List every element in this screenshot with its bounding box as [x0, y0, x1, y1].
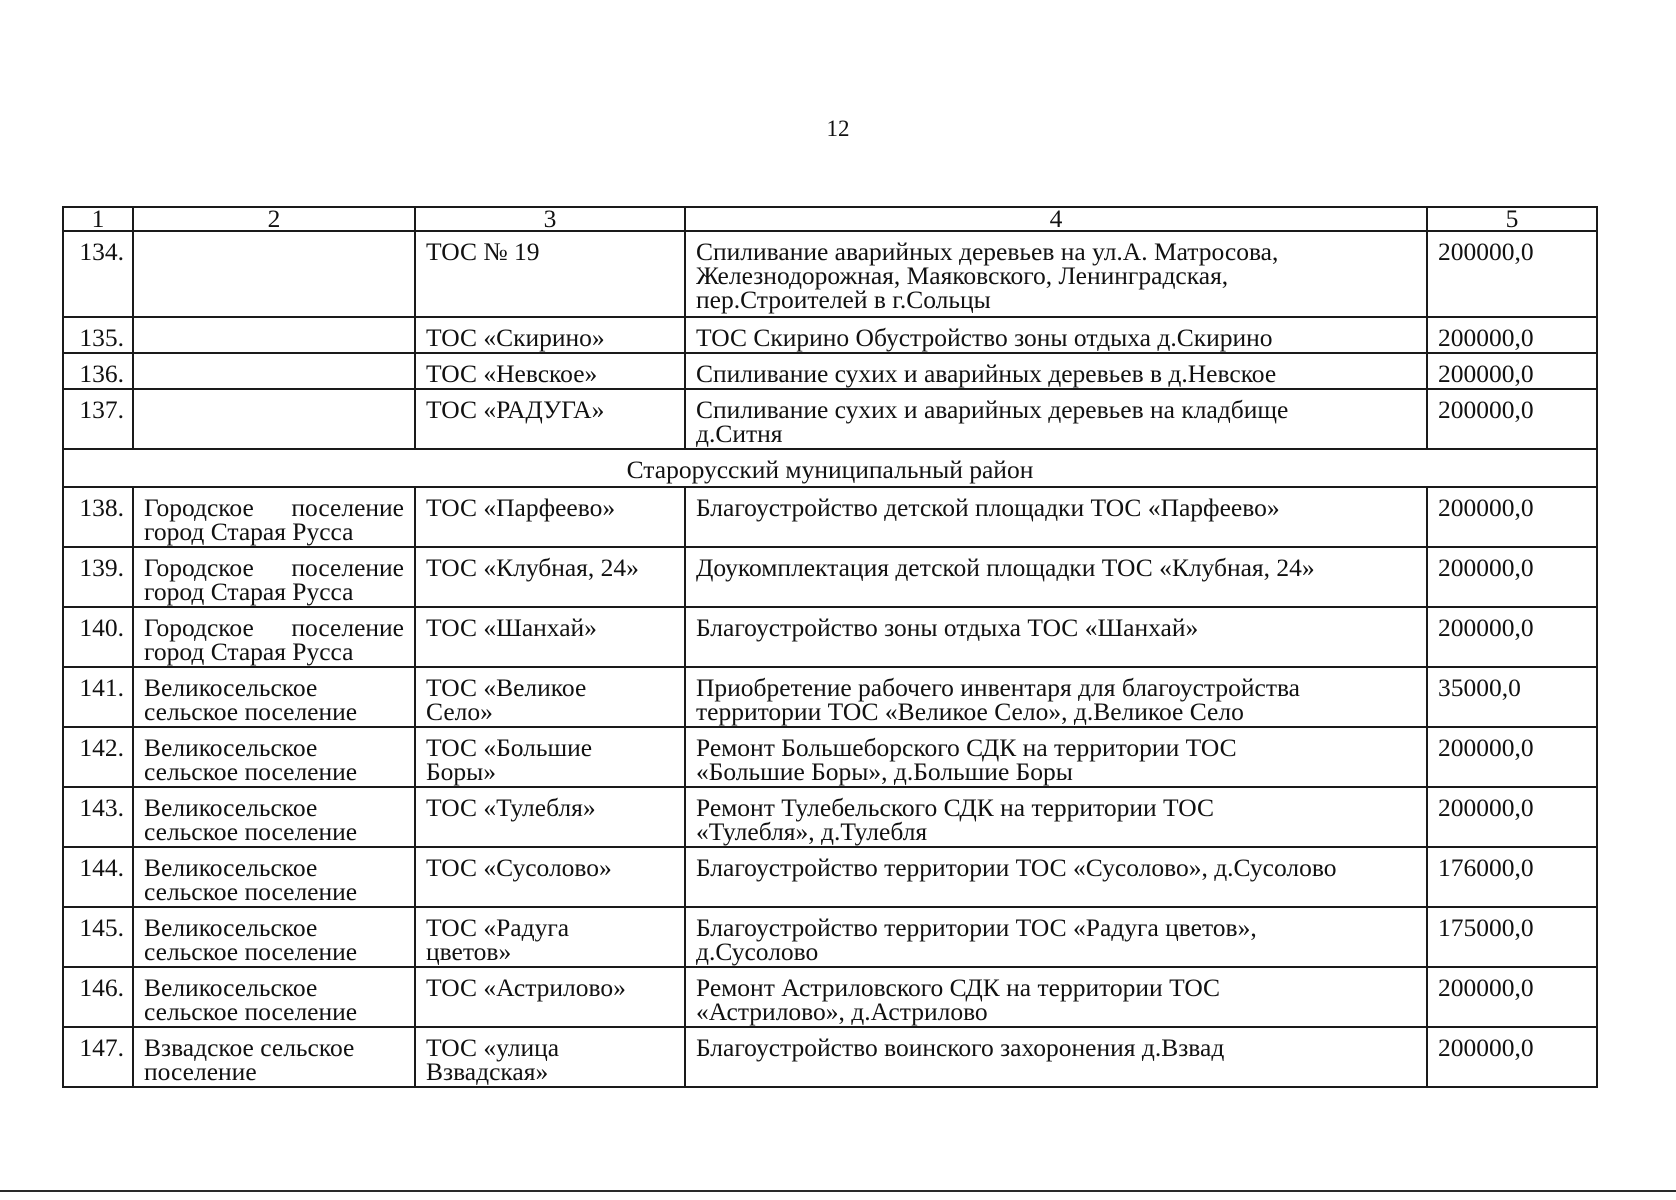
tos-name-cell: [415, 907, 685, 967]
row-number-text: 140.: [79, 613, 124, 642]
tos-name-cell-text: ТОС «Астрилово»: [426, 973, 626, 1002]
tos-name-cell-text: ТОС «Невское»: [426, 359, 598, 388]
row-number: [63, 667, 133, 727]
description-cell-text: Благоустройство территории ТОС «Сусолово», д.Сусолово: [696, 853, 1337, 882]
description-cell-text: Ремонт Большеборского СДК на территории ТОС «Большие Боры», д.Большие Боры: [696, 733, 1237, 786]
description-cell: [685, 967, 1427, 1027]
amount-cell-text: 200000,0: [1438, 237, 1534, 266]
settlement-cell: [133, 907, 415, 967]
amount-cell: [1427, 607, 1597, 667]
tos-name-cell: [415, 967, 685, 1027]
description-cell: [685, 847, 1427, 907]
amount-cell-text: 200000,0: [1438, 733, 1534, 762]
row-number-text: 137.: [79, 395, 124, 424]
tos-name-cell-text: ТОС «Клубная, 24»: [426, 553, 639, 582]
row-number: [63, 727, 133, 787]
amount-cell-text: 200000,0: [1438, 793, 1534, 822]
amount-cell-text: 175000,0: [1438, 913, 1534, 942]
description-cell: [685, 353, 1427, 389]
amount-cell-text: 200000,0: [1438, 1033, 1534, 1062]
settlement-cell: [133, 389, 415, 449]
amount-cell: [1427, 667, 1597, 727]
settlement-cell-text: Великосельское сельское поселение: [144, 793, 358, 846]
settlement-cell: [133, 967, 415, 1027]
tos-name-cell-text: ТОС «Скирино»: [426, 323, 605, 352]
settlement-cell: [133, 667, 415, 727]
settlement-cell: [133, 231, 415, 317]
tos-name-cell-text: ТОС «Шанхай»: [426, 613, 597, 642]
tos-name-cell-text: ТОС «Радуга цветов»: [426, 913, 570, 966]
row-number-text: 145.: [79, 913, 124, 942]
amount-cell-text: 200000,0: [1438, 395, 1534, 424]
amount-cell-text: 35000,0: [1438, 673, 1521, 702]
row-number-text: 143.: [79, 793, 124, 822]
tos-name-cell: [415, 389, 685, 449]
description-cell-text: Спиливание аварийных деревьев на ул.А. Матросова, Железнодорожная, Маяковского, Ленинградская, пер.Строителей в г.Сольцы: [696, 237, 1279, 314]
tos-name-cell-text: ТОС «Большие Боры»: [426, 733, 593, 786]
tos-name-cell: [415, 667, 685, 727]
row-number-text: 139.: [79, 553, 124, 582]
amount-cell: [1427, 967, 1597, 1027]
row-number: [63, 907, 133, 967]
tos-name-cell: [415, 231, 685, 317]
tos-name-cell-text: ТОС № 19: [426, 237, 540, 266]
description-cell-text: Благоустройство детской площадки ТОС «Парфеево»: [696, 493, 1280, 522]
tos-name-cell-text: ТОС «Тулебля»: [426, 793, 596, 822]
data-table: [62, 206, 1598, 1088]
table-row: [63, 1027, 1597, 1087]
amount-cell-text: 200000,0: [1438, 973, 1534, 1002]
settlement-cell: [133, 487, 415, 547]
settlement-cell-text: Великосельское сельское поселение: [144, 733, 358, 786]
tos-name-cell-text: ТОС «улица Взвадская»: [426, 1033, 560, 1086]
table-row: [63, 607, 1597, 667]
settlement-cell-text: Великосельское сельское поселение: [144, 853, 358, 906]
tos-name-cell-text: ТОС «Великое Село»: [426, 673, 587, 726]
description-cell-text: ТОС Скирино Обустройство зоны отдыха д.Скирино: [696, 323, 1273, 352]
amount-cell: [1427, 547, 1597, 607]
description-cell: [685, 607, 1427, 667]
table-row: [63, 667, 1597, 727]
table-row: [63, 727, 1597, 787]
settlement-cell-text: Городское поселение город Старая Русса: [144, 553, 404, 606]
description-cell: [685, 231, 1427, 317]
description-cell: [685, 547, 1427, 607]
amount-cell: [1427, 353, 1597, 389]
table-row: [63, 389, 1597, 449]
tos-name-cell: [415, 607, 685, 667]
amount-cell: [1427, 317, 1597, 353]
column-number-1: 1: [63, 207, 133, 231]
settlement-cell: [133, 847, 415, 907]
row-number-text: 147.: [79, 1033, 124, 1062]
row-number: [63, 787, 133, 847]
settlement-cell: [133, 787, 415, 847]
table-row: [63, 353, 1597, 389]
amount-cell: [1427, 1027, 1597, 1087]
row-number-text: 142.: [79, 733, 124, 762]
row-number: [63, 487, 133, 547]
amount-cell: [1427, 907, 1597, 967]
row-number: [63, 1027, 133, 1087]
description-cell: [685, 1027, 1427, 1087]
settlement-cell: [133, 353, 415, 389]
description-cell-text: Благоустройство зоны отдыха ТОС «Шанхай»: [696, 613, 1199, 642]
column-number-5: 5: [1427, 207, 1597, 231]
amount-cell-text: 200000,0: [1438, 493, 1534, 522]
row-number: [63, 353, 133, 389]
section-title: Старорусский муниципальный район: [63, 449, 1597, 487]
amount-cell: [1427, 847, 1597, 907]
amount-cell: [1427, 487, 1597, 547]
row-number-text: 141.: [79, 673, 124, 702]
row-number: [63, 607, 133, 667]
tos-name-cell-text: ТОС «Сусолово»: [426, 853, 612, 882]
column-number-2: 2: [133, 207, 415, 231]
row-number: [63, 547, 133, 607]
settlement-cell: [133, 1027, 415, 1087]
tos-name-cell: [415, 317, 685, 353]
amount-cell: [1427, 231, 1597, 317]
row-number: [63, 231, 133, 317]
amount-cell-text: 200000,0: [1438, 359, 1534, 388]
description-cell-text: Благоустройство воинского захоронения д.Взвад: [696, 1033, 1225, 1062]
amount-cell-text: 200000,0: [1438, 553, 1534, 582]
tos-name-cell: [415, 487, 685, 547]
tos-name-cell: [415, 787, 685, 847]
settlement-cell: [133, 317, 415, 353]
page-number: 12: [826, 116, 850, 141]
settlement-cell-text: Великосельское сельское поселение: [144, 973, 358, 1026]
table-row: [63, 231, 1597, 317]
row-number: [63, 389, 133, 449]
amount-cell: [1427, 389, 1597, 449]
description-cell: [685, 667, 1427, 727]
tos-name-cell: [415, 727, 685, 787]
table-row: [63, 967, 1597, 1027]
row-number-text: 138.: [79, 493, 124, 522]
row-number: [63, 847, 133, 907]
tos-name-cell: [415, 547, 685, 607]
description-cell: [685, 787, 1427, 847]
table-body: [63, 207, 1597, 1087]
row-number-text: 135.: [79, 323, 124, 352]
row-number: [63, 967, 133, 1027]
table-row: [63, 847, 1597, 907]
description-cell-text: Приобретение рабочего инвентаря для благоустройства территории ТОС «Великое Село», д.Великое Село: [696, 673, 1300, 726]
tos-name-cell-text: ТОС «РАДУГА»: [426, 395, 605, 424]
column-number-4: 4: [685, 207, 1427, 231]
settlement-cell-text: Городское поселение город Старая Русса: [144, 613, 404, 666]
row-number-text: 146.: [79, 973, 124, 1002]
row-number-text: 136.: [79, 359, 124, 388]
table-row: [63, 317, 1597, 353]
settlement-cell-text: Великосельское сельское поселение: [144, 673, 358, 726]
description-cell-text: Спиливание сухих и аварийных деревьев в д.Невское: [696, 359, 1277, 388]
tos-name-cell: [415, 1027, 685, 1087]
description-cell-text: Спиливание сухих и аварийных деревьев на кладбище д.Ситня: [696, 395, 1289, 448]
settlement-cell-text: Великосельское сельское поселение: [144, 913, 358, 966]
settlement-cell: [133, 607, 415, 667]
description-cell-text: Благоустройство территории ТОС «Радуга цветов», д.Сусолово: [696, 913, 1257, 966]
amount-cell-text: 200000,0: [1438, 613, 1534, 642]
description-cell: [685, 389, 1427, 449]
description-cell: [685, 727, 1427, 787]
table-row: [63, 907, 1597, 967]
amount-cell: [1427, 727, 1597, 787]
tos-name-cell-text: ТОС «Парфеево»: [426, 493, 616, 522]
amount-cell-text: 176000,0: [1438, 853, 1534, 882]
bottom-rule: [0, 1190, 1676, 1192]
description-cell: [685, 317, 1427, 353]
description-cell: [685, 907, 1427, 967]
settlement-cell: [133, 547, 415, 607]
description-cell-text: Ремонт Тулебельского СДК на территории ТОС «Тулебля», д.Тулебля: [696, 793, 1215, 846]
amount-cell-text: 200000,0: [1438, 323, 1534, 352]
table-row: [63, 487, 1597, 547]
description-cell: [685, 487, 1427, 547]
settlement-cell-text: Городское поселение город Старая Русса: [144, 493, 404, 546]
column-number-3: 3: [415, 207, 685, 231]
description-cell-text: Доукомплектация детской площадки ТОС «Клубная, 24»: [696, 553, 1315, 582]
tos-name-cell: [415, 353, 685, 389]
section-header-row: [63, 449, 1597, 487]
settlement-cell-text: Взвадское сельское поселение: [144, 1033, 355, 1086]
description-cell-text: Ремонт Астриловского СДК на территории ТОС «Астрилово», д.Астрилово: [696, 973, 1221, 1026]
row-number-text: 144.: [79, 853, 124, 882]
tos-name-cell: [415, 847, 685, 907]
amount-cell: [1427, 787, 1597, 847]
row-number: [63, 317, 133, 353]
table-row: [63, 787, 1597, 847]
table-row: [63, 547, 1597, 607]
row-number-text: 134.: [79, 237, 124, 266]
settlement-cell: [133, 727, 415, 787]
column-number-row: [63, 207, 1597, 231]
